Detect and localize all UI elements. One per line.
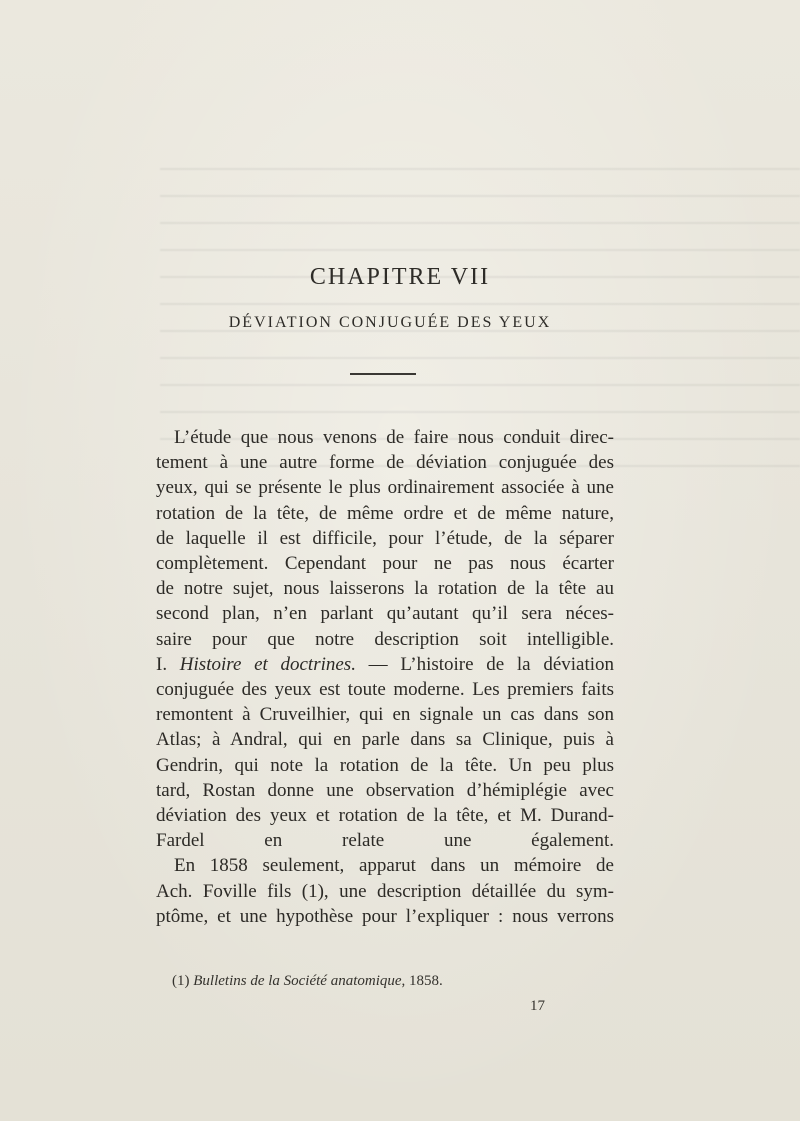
text-line: remontent à Cruveilhier, qui en signale un cas dans son xyxy=(156,704,614,726)
text-line: second plan, n’en parlant qu’autant qu’il sera néces- xyxy=(156,603,614,625)
footnote-marker: (1) xyxy=(172,973,190,989)
text-line: ptôme, et une hypothèse pour l’expliquer : nous verrons xyxy=(156,905,614,927)
text-line: rotation de la tête, de même ordre et de même nature, xyxy=(156,502,614,524)
text-line: Gendrin, qui note la rotation de la tête. Un peu plus xyxy=(156,754,614,776)
paragraph-1858 xyxy=(156,853,614,929)
footnote xyxy=(172,973,443,990)
bleed-through-texture xyxy=(160,150,800,470)
text-line: conjuguée des yeux est toute moderne. Les premiers faits xyxy=(156,679,614,701)
chapter-subtitle: DÉVIATION CONJUGUÉE DES YEUX xyxy=(228,314,552,331)
page-number: 17 xyxy=(530,998,545,1014)
section-heading: Histoire et doctrines. xyxy=(179,653,356,675)
paragraph-intro xyxy=(156,425,614,652)
text-line: déviation des yeux et rotation de la tête, et M. Durand- xyxy=(156,805,614,827)
text-line: Ach. Foville fils (1), une description détaillée du sym- xyxy=(156,880,614,902)
section-divider xyxy=(350,373,416,375)
text-line: tement à une autre forme de déviation conjuguée des xyxy=(156,452,614,474)
paragraph-history xyxy=(156,652,614,854)
section-heading-rest: — L’histoire de la déviation xyxy=(355,653,615,675)
text-line: En 1858 seulement, apparut dans un mémoire de xyxy=(174,855,614,877)
text-line: yeux, qui se présente le plus ordinairement associée à une xyxy=(156,477,614,499)
chapter-title: CHAPITRE VII xyxy=(309,264,491,290)
text-line: complètement. Cependant pour ne pas nous écarter xyxy=(156,553,614,575)
footnote-year: , 1858. xyxy=(401,973,443,989)
text-line: Fardel en relate une également. xyxy=(156,830,614,852)
body-text xyxy=(156,425,614,929)
section-heading-line xyxy=(156,652,614,677)
section-number: I. xyxy=(156,653,168,675)
footnote-source: Bulletins de la Société anatomique xyxy=(193,973,402,989)
text-line: tard, Rostan donne une observation d’hémiplégie avec xyxy=(156,779,614,801)
text-line: de laquelle il est difficile, pour l’étude, de la séparer xyxy=(156,527,614,549)
text-line: L’étude que nous venons de faire nous conduit direc- xyxy=(174,427,614,448)
text-line: saire pour que notre description soit intelligible. xyxy=(156,628,614,650)
text-line: de notre sujet, nous laisserons la rotation de la tête au xyxy=(156,578,614,600)
text-line: Atlas; à Andral, qui en parle dans sa Clinique, puis à xyxy=(156,729,614,751)
